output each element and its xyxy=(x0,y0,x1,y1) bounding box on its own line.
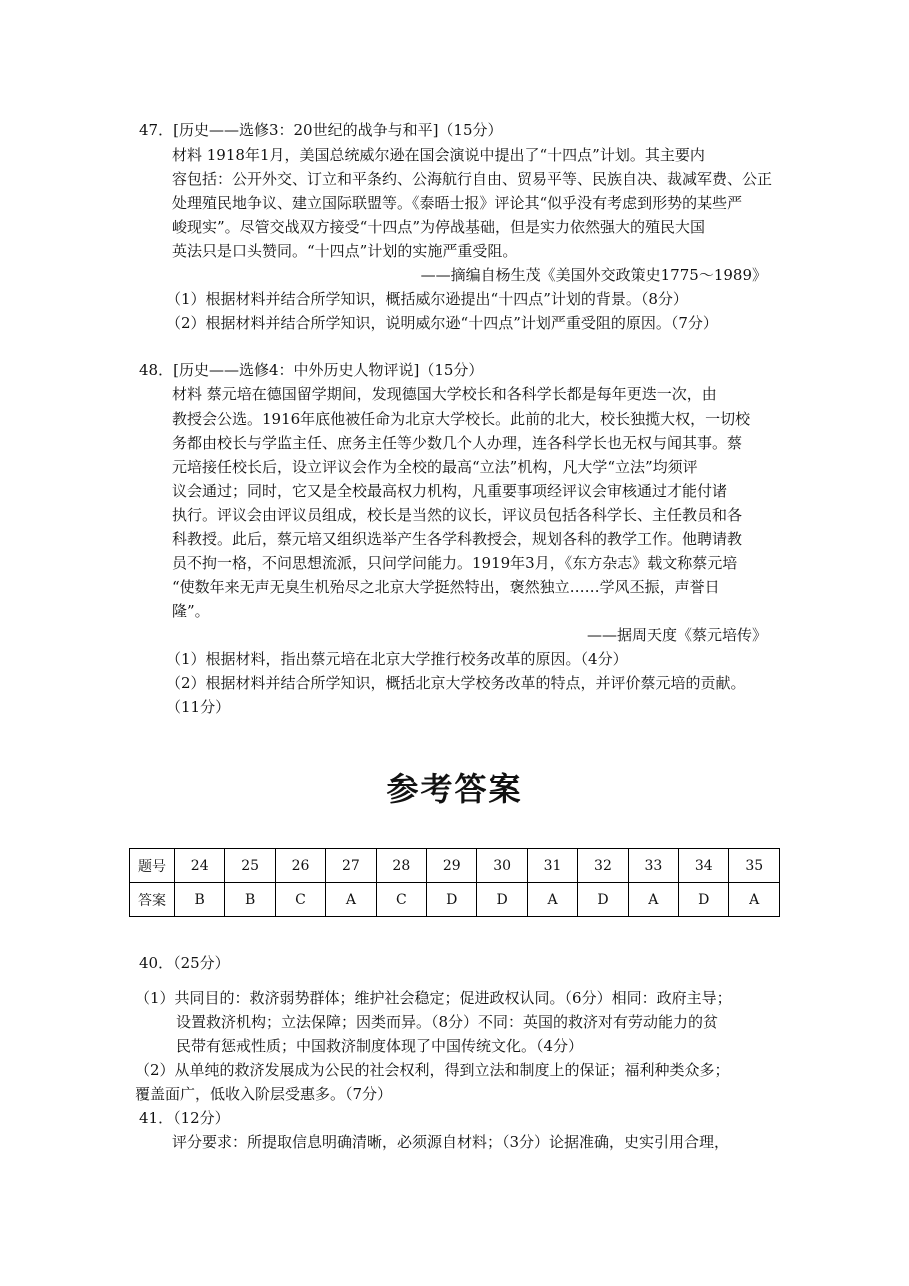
question-number-cell: 26 xyxy=(275,849,325,883)
q47-question-1: （1）根据材料并结合所学知识，概括威尔逊提出“十四点”计划的背景。（8分） xyxy=(166,290,688,308)
a41-header: 41．（12分） xyxy=(139,1109,230,1127)
row-label-answer: 答案 xyxy=(130,883,175,917)
answers-title: 参考答案 xyxy=(386,770,523,808)
q48-material-line: 务都由校长与学监主任、庶务主任等少数几个人办理，连各科学长也无权与闻其事。蔡 xyxy=(172,434,743,452)
question-number-cell: 25 xyxy=(225,849,275,883)
q48-material-line: 材料 蔡元培在德国留学期间，发现德国大学校长和各科学长都是每年更迭一次，由 xyxy=(172,385,717,403)
answer-cell: C xyxy=(275,883,325,917)
q48-material-line: 执行。评议会由评议员组成，校长是当然的议长，评议员包括各科学长、主任教员和各 xyxy=(172,506,743,524)
question-number-cell: 28 xyxy=(376,849,426,883)
question-number-cell: 30 xyxy=(477,849,527,883)
q48-material-line: “使数年来无声无臭生机殆尽之北京大学挺然特出，褒然独立……学风丕振，声誉日 xyxy=(172,578,720,596)
question-number-cell: 29 xyxy=(427,849,477,883)
table-row-numbers xyxy=(130,849,780,883)
answer-cell: D xyxy=(679,883,729,917)
q47-material-line: 峻现实”。尽管交战双方接受“十四点”为停战基础，但是实力依然强大的殖民大国 xyxy=(172,218,706,236)
question-number-cell: 35 xyxy=(729,849,780,883)
answer-table xyxy=(129,848,780,917)
q48-material-line: 议会通过；同时，它又是全校最高权力机构，凡重要事项经评议会审核通过才能付诸 xyxy=(172,482,728,500)
answer-cell: A xyxy=(729,883,780,917)
q48-question-2: （2）根据材料并结合所学知识，概括北京大学校务改革的特点，并评价蔡元培的贡献。 xyxy=(166,674,746,692)
a40-header: 40．（25分） xyxy=(139,954,230,972)
q47-material-line: 处理殖民地争议、建立国际联盟等。《泰晤士报》评论其“似乎没有考虑到形势的某些严 xyxy=(172,194,743,212)
answer-cell: A xyxy=(628,883,678,917)
q47-material-line: 容包括：公开外交、订立和平条约、公海航行自由、贸易平等、民族自决、裁减军费、公正 xyxy=(172,170,773,188)
answer-cell: D xyxy=(578,883,628,917)
answer-cell: D xyxy=(477,883,527,917)
answer-cell: B xyxy=(225,883,275,917)
q47-material-line: 材料 1918年1月，美国总统威尔逊在国会演说中提出了“十四点”计划。其主要内 xyxy=(172,146,705,164)
q47-material-line: 英法只是口头赞同。“十四点”计划的实施严重受阻。 xyxy=(172,242,518,260)
question-number-cell: 32 xyxy=(578,849,628,883)
a40-line: （2）从单纯的救济发展成为公民的社会权利，得到立法和制度上的保证；福利种类众多； xyxy=(135,1061,730,1079)
a40-line: 覆盖面广，低收入阶层受惠多。（7分） xyxy=(135,1085,393,1103)
a40-line: 设置救济机构；立法保障；因类而异。（8分）不同：英国的救济对有劳动能力的贫 xyxy=(176,1013,719,1031)
q48-material-line: 隆”。 xyxy=(172,602,210,620)
q47-header: 47．[历史——选修3：20世纪的战争与和平]（15分） xyxy=(139,121,503,139)
a40-line: 民带有惩戒性质；中国救济制度体现了中国传统文化。（4分） xyxy=(176,1037,584,1055)
answer-cell: A xyxy=(326,883,376,917)
question-number-cell: 24 xyxy=(175,849,225,883)
answer-cell: A xyxy=(527,883,577,917)
answer-cell: D xyxy=(427,883,477,917)
q48-material-line: 元培接任校长后，设立评议会作为全校的最高“立法”机构，凡大学“立法”均须评 xyxy=(172,458,698,476)
q48-material-line: 教授会公选。1916年底他被任命为北京大学校长。此前的北大，校长独揽大权，一切校 xyxy=(172,410,751,428)
q48-question-1: （1）根据材料，指出蔡元培在北京大学推行校务改革的原因。（4分） xyxy=(166,650,628,668)
a40-line: （1）共同目的：救济弱势群体；维护社会稳定；促进政权认同。（6分）相同：政府主导； xyxy=(135,989,732,1007)
table-row-answers xyxy=(130,883,780,917)
q48-material-line: 科教授。此后，蔡元培又组织选举产生各学科教授会，规划各科的教学工作。他聘请教 xyxy=(172,530,743,548)
question-number-cell: 31 xyxy=(527,849,577,883)
question-number-cell: 33 xyxy=(628,849,678,883)
a41-line: 评分要求：所提取信息明确清晰，必须源自材料；（3分）论据准确，史实引用合理， xyxy=(172,1133,730,1151)
q48-source: ——据周天度《蔡元培传》 xyxy=(586,626,767,644)
answer-cell: C xyxy=(376,883,426,917)
q47-source: ——摘编自杨生茂《美国外交政策史1775～1989》 xyxy=(420,266,767,284)
answer-cell: B xyxy=(175,883,225,917)
q48-question-2-score: （11分） xyxy=(166,698,231,716)
q48-material-line: 员不拘一格，不问思想流派，只问学问能力。1919年3月，《东方杂志》载文称蔡元培 xyxy=(172,554,738,572)
row-label-question-number: 题号 xyxy=(130,849,175,883)
question-number-cell: 34 xyxy=(679,849,729,883)
q47-question-2: （2）根据材料并结合所学知识，说明威尔逊“十四点”计划严重受阻的原因。（7分） xyxy=(166,314,718,332)
q48-header: 48．[历史——选修4：中外历史人物评说]（15分） xyxy=(139,361,484,379)
question-number-cell: 27 xyxy=(326,849,376,883)
